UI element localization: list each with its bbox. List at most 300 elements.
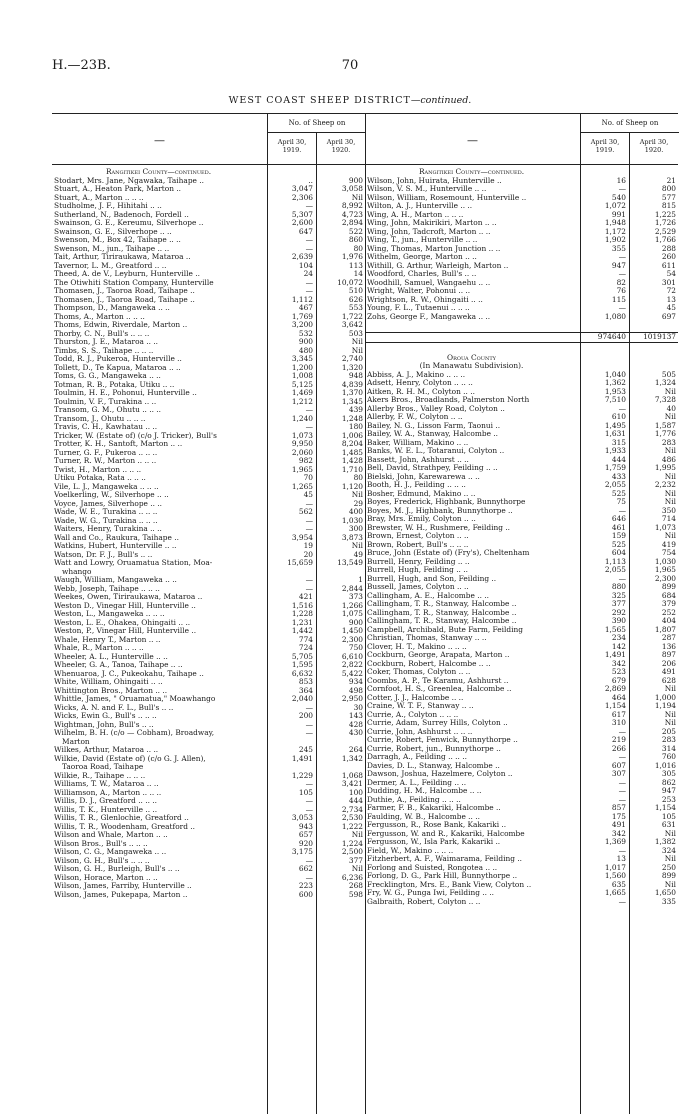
sheep-1919: 724: [298, 643, 313, 652]
sheep-1919: 433: [611, 471, 626, 481]
year-1919-header: April 30, 1919.: [267, 132, 316, 164]
sheep-1920: 29: [353, 498, 363, 508]
owner-name: Vile, L. J., Mangaweka .. .. ..: [54, 482, 159, 491]
sheep-1919: 607: [611, 760, 626, 770]
owner-name: Wade, W. E., Turakina .. .. ..: [54, 508, 158, 516]
sheep-1920: 1,222: [341, 821, 363, 831]
table-row: [52, 236, 365, 245]
sheep-1919: 159: [611, 531, 626, 540]
table-row: [365, 617, 678, 626]
sheep-1919: 82: [616, 277, 626, 287]
sheep-1919: 76: [616, 286, 626, 295]
sheep-1919: —: [618, 845, 626, 855]
sheep-1920: Nil: [664, 684, 676, 693]
sheep-1919: 635: [611, 879, 626, 889]
sheep-1920: 815: [661, 201, 676, 210]
sheep-1919: 1,112: [291, 294, 313, 304]
table-row: [52, 848, 365, 857]
sheep-1920: 1,587: [654, 420, 676, 430]
table-row: [52, 457, 365, 466]
owner-name: Baker, William, Makino .. ..: [367, 438, 469, 447]
sheep-1920: 205: [661, 726, 676, 736]
sheep-1919: —: [305, 728, 313, 737]
table-row-continuation: [52, 568, 365, 577]
name-column-header: —: [467, 134, 478, 147]
table-row: [52, 610, 365, 619]
sheep-1919: 310: [611, 718, 626, 727]
table-row: [52, 653, 365, 662]
owner-name: Wilton, A. J., Hunterville .. ..: [367, 202, 473, 210]
table-row: [365, 643, 678, 652]
owner-name: Callingham, T. R., Stanway, Halcombe ..: [367, 608, 517, 617]
owner-name: Adsett, Henry, Colyton .. .. ..: [367, 379, 473, 387]
table-row: [52, 678, 365, 687]
sheep-1920: 7,328: [654, 395, 676, 404]
sheep-1920: Nil: [351, 830, 363, 839]
owner-name: Craine, W. T. F., Stanway .. ..: [367, 702, 474, 710]
owner-name: Williams, T. W., Mataroa .. ..: [54, 780, 159, 788]
owner-name: Wing, John, Tadcroft, Marton .. ..: [367, 227, 491, 236]
table-row: [365, 498, 678, 507]
sheep-1920: 283: [661, 735, 676, 744]
sheep-1920: 1,324: [654, 378, 676, 387]
sheep-1919: —: [618, 252, 626, 261]
table-row: [365, 660, 678, 669]
owner-name: Thoms, Edwin, Riverdale, Marton ..: [54, 321, 188, 329]
table-row: [52, 780, 365, 789]
sheep-1919: 6,632: [291, 668, 313, 678]
table-row: [365, 422, 678, 431]
sheep-1920: 2,300: [654, 573, 676, 583]
sheep-1920: Nil: [351, 337, 363, 346]
table-row: [52, 194, 365, 203]
owner-name: Wing, T., jun., Hunterville .. ..: [367, 236, 478, 244]
table-row: [52, 806, 365, 815]
table-row: [365, 634, 678, 643]
sheep-1919: 600: [298, 889, 313, 899]
sheep-1920: Nil: [351, 490, 363, 499]
owner-name: Voyce, James, Silverhope .. ..: [54, 499, 163, 508]
sheep-1919: 1,172: [604, 226, 626, 236]
owner-name: Tricker, W. (Estate of) (c/o J. Tricker), Bull's: [54, 431, 217, 440]
sheep-1920: 419: [661, 539, 676, 549]
owner-name: Whittington Bros., Marton .. ..: [54, 686, 168, 695]
owner-name: Brown, Robert, Bull's .. .. ..: [367, 540, 469, 549]
owner-name: Trotter, K. H., Santoft, Marton .. ..: [54, 440, 183, 448]
owner-name: Totman, R. B., Potaka, Utiku .. ..: [54, 380, 175, 389]
sheep-1920: 45: [666, 303, 676, 312]
sheep-1920: 1,450: [341, 626, 363, 635]
table-row: [365, 864, 678, 873]
sheep-1920: 143: [348, 711, 363, 720]
table-row: [52, 593, 365, 602]
table-row: [365, 770, 678, 779]
sheep-1919: 355: [611, 243, 626, 253]
sheep-1919: 3,053: [291, 813, 313, 822]
table-row: [52, 789, 365, 798]
year-1920-header: April 30, 1920.: [316, 132, 365, 164]
sheep-1919: 1,631: [604, 429, 626, 438]
table-row: [365, 830, 678, 839]
table-row: [52, 576, 365, 585]
sheep-1920: 1,428: [341, 456, 363, 465]
owner-name: Bussell, James, Colyton .. ..: [367, 583, 469, 591]
owner-name: Bailey, N. G., Lisson Farm, Taonui ..: [367, 421, 501, 430]
sheep-1920: 377: [348, 855, 363, 865]
owner-name: Toms, G. G., Mangaweka .. ..: [54, 372, 161, 380]
owner-name: Wing, John, Makirikiri, Marton .. ..: [367, 219, 497, 227]
table-row: [52, 746, 365, 755]
sheep-1919: 532: [298, 328, 313, 338]
owner-name: whango: [62, 567, 92, 576]
sheep-1920: 1,120: [341, 481, 363, 491]
sheep-1919: 444: [611, 454, 626, 464]
sheep-1920: 1,266: [341, 600, 363, 610]
table-row: [52, 381, 365, 390]
left-column-header: [52, 114, 365, 165]
table-row: [365, 592, 678, 601]
table-row: [365, 838, 678, 847]
owner-name: Weston, L., Mangaweka .. .. ..: [54, 610, 165, 618]
table-row: [365, 575, 678, 584]
table-row: [365, 287, 678, 296]
sheep-1920: 1,726: [654, 218, 676, 227]
table-row: [365, 566, 678, 575]
sheep-1919: 75: [616, 497, 626, 506]
sheep-count-header: No. of Sheep on: [267, 114, 366, 133]
owner-name: Wilkie, David (Estate of) (c/o G. J. Allen),: [54, 754, 206, 763]
sheep-1920: 6,236: [341, 872, 363, 882]
sheep-1920: 684: [661, 590, 676, 600]
table-row: [365, 787, 678, 796]
owner-name: Cotter, J. J., Halcombe .. ..: [367, 693, 464, 702]
table-row: [365, 439, 678, 448]
sheep-1920: 897: [661, 650, 676, 659]
sheep-1919: 342: [611, 658, 626, 668]
table-row: [365, 898, 678, 907]
table-row: [52, 219, 365, 228]
sheep-1920: 287: [661, 633, 676, 642]
sheep-1920: Nil: [664, 446, 676, 455]
sheep-1920: 1,030: [654, 556, 676, 566]
table-row: [365, 821, 678, 830]
sheep-1919: 307: [611, 769, 626, 778]
sheep-1920: 1,154: [654, 803, 676, 812]
table-row: [52, 670, 365, 679]
owner-name: Tait, Arthur, Tiriraukawa, Mataroa ..: [54, 253, 191, 261]
sheep-1919: —: [305, 286, 313, 295]
sheep-1919: —: [618, 794, 626, 804]
owner-name: The Otiwhiti Station Company, Hunterville: [54, 278, 214, 287]
title-continued: —continued.: [410, 95, 472, 106]
sheep-1919: 24: [303, 269, 313, 278]
year-1920-header: April 30, 1920.: [629, 132, 678, 164]
owner-name: Thomasen, J., Taoroa Road, Taihape ..: [54, 287, 195, 295]
table-row: [365, 719, 678, 728]
sheep-1919: 421: [298, 592, 313, 601]
sheep-1919: 1,008: [291, 371, 313, 380]
owner-name: Allerby Bros., Valley Road, Colyton ..: [367, 404, 505, 413]
sheep-1919: 947: [611, 260, 626, 270]
table-row: [52, 695, 365, 704]
table-row: [365, 804, 678, 813]
sheep-1919: 1,229: [291, 770, 313, 780]
table-row: [365, 430, 678, 439]
table-row: [52, 355, 365, 364]
table-row: [52, 661, 365, 670]
owner-name: Cockburn, Robert, Halcombe .. ..: [367, 659, 491, 668]
sheep-1920: 40: [666, 403, 676, 413]
sheep-1920: 1,073: [654, 522, 676, 532]
sheep-1920: 250: [661, 862, 676, 872]
table-row: [365, 881, 678, 890]
table-row: [365, 236, 678, 245]
sheep-1920: 899: [661, 582, 676, 591]
owner-name: Waiters, Henry, Turakina .. ..: [54, 525, 162, 533]
owner-name: Weekes, Owen, Tiriraukawa, Mataroa ..: [54, 593, 203, 601]
sheep-1919: 1,265: [291, 481, 313, 491]
sheep-1920: 1,030: [341, 515, 363, 525]
table-row: [52, 508, 365, 517]
sheep-1919: —: [618, 752, 626, 761]
right-column: [365, 113, 678, 1114]
sheep-1919: 1,759: [604, 463, 626, 472]
table-row: [365, 855, 678, 864]
sheep-1920: 2,530: [341, 813, 363, 822]
sheep-1920: 14: [353, 269, 363, 278]
owner-name: Thompson, D., Mangaweka .. ..: [54, 304, 170, 312]
table-row: [52, 814, 365, 823]
sheep-1920: 631: [661, 820, 676, 829]
owner-name: Campbell, Archibald, Bute Farm, Feilding: [367, 625, 523, 634]
sheep-1920: Nil: [664, 828, 676, 838]
sheep-1920: Nil: [664, 718, 676, 727]
sheep-1920: 1,370: [341, 388, 363, 397]
sheep-1919: 3,175: [291, 847, 313, 856]
table-row: [52, 466, 365, 475]
sheep-1920: 2,529: [654, 226, 676, 236]
sheep-1919: 617: [611, 709, 626, 719]
sheep-1919: —: [618, 786, 626, 795]
total-row: [365, 332, 678, 344]
sheep-1919: 662: [298, 864, 313, 873]
sheep-1919: 1,073: [291, 430, 313, 440]
sheep-1920: 350: [661, 505, 676, 515]
owner-name: Abbiss, A. J., Makino .. .. ..: [367, 370, 466, 379]
owner-name: Boyes, Frederick, Highbank, Bunnythorpe: [367, 498, 526, 506]
sheep-1919: 1,953: [604, 386, 626, 396]
sheep-1920: 800: [661, 184, 676, 193]
owner-name: Boyes, M. J., Highbank, Bunnythorpe ..: [367, 506, 513, 515]
owner-name: Callingham, A. E., Halcombe .. ..: [367, 591, 490, 600]
sheep-1920: 947: [661, 786, 676, 795]
sheep-1920: 2,822: [341, 660, 363, 669]
sheep-1919: 900: [298, 337, 313, 346]
owner-name: Wheeler, G. A., Tanoa, Taihape .. ..: [54, 661, 183, 669]
sheep-1919: —: [305, 804, 313, 814]
section-heading: [365, 168, 678, 177]
sheep-1920: 491: [661, 667, 676, 676]
sheep-1919: 920: [298, 838, 313, 848]
sheep-1919: 266: [611, 743, 626, 753]
owner-name: Todd, R. J., Pukeroa, Hunterville ..: [54, 355, 182, 363]
table-row: [52, 551, 365, 560]
sheep-1920: 444: [348, 796, 363, 805]
owner-name: Aitken, R. H. M., Colyton .. ..: [367, 387, 475, 396]
table-row: [52, 270, 365, 279]
sheep-1920: 1,068: [341, 770, 363, 780]
sheep-1920: 1,766: [654, 235, 676, 244]
table-row: [52, 406, 365, 415]
sheep-1920: Nil: [664, 471, 676, 481]
sheep-1920: 1019137: [643, 331, 676, 341]
table-row: [365, 762, 678, 771]
sheep-1919: 1,495: [604, 420, 626, 430]
table-row: [52, 211, 365, 220]
table-row: [52, 840, 365, 849]
sheep-1920: 264: [348, 745, 363, 754]
sheep-1919: 1,369: [604, 837, 626, 846]
table-row: [52, 474, 365, 483]
sheep-1919: 7,510: [604, 395, 626, 404]
table-row: [365, 177, 678, 186]
sheep-1920: 13: [666, 294, 676, 304]
owner-name: Timbs, S. S., Taihape .. .. ..: [54, 346, 154, 355]
owner-name: Coker, Thomas, Colyton .. ..: [367, 668, 471, 676]
owner-name: Farmer, F. B., Kakariki, Halcombe ..: [367, 804, 501, 812]
owner-name: Marton: [62, 737, 90, 746]
sheep-1920: 1,710: [341, 464, 363, 474]
owner-name: Davies, D. L., Stanway, Halcombe ..: [367, 761, 500, 770]
sheep-1919: —: [305, 498, 313, 508]
owner-name: Wilhelm, B. H. (c/o — Cobham), Broadway,: [54, 729, 215, 737]
sheep-1919: —: [618, 896, 626, 906]
sheep-1919: 5,125: [291, 379, 313, 389]
owner-name: Voelkerling, W., Silverhope .. ..: [54, 491, 169, 499]
sheep-1919: 491: [611, 820, 626, 829]
sheep-1920: 49: [353, 549, 363, 559]
sheep-1920: 1,016: [654, 760, 676, 770]
table-row: [365, 202, 678, 211]
sheep-1920: 2,950: [341, 694, 363, 703]
owner-name: Banks, W. E. L., Totaranui, Colyton ..: [367, 447, 505, 455]
table-row: [365, 668, 678, 677]
sheep-1920: 3,642: [341, 320, 363, 329]
table-row: [52, 534, 365, 543]
table-row: [52, 185, 365, 194]
owner-name: Willis, T. K., Hunterville .. ..: [54, 805, 158, 814]
table-row: [52, 296, 365, 305]
sheep-1919: 20: [303, 549, 313, 559]
owner-name: Dawson, Joshua, Hazelmere, Colyton ..: [367, 770, 513, 778]
table-row: [52, 491, 365, 500]
table-row: [365, 677, 678, 686]
sheep-1920: 754: [661, 548, 676, 557]
owner-name: Zohs, George F., Mangaweka .. ..: [367, 312, 491, 321]
sheep-1920: 300: [348, 524, 363, 533]
sheep-1919: 45: [303, 490, 313, 499]
owner-name: Currie, John, Ashhurst .. .. ..: [367, 727, 473, 736]
sheep-1919: 5,705: [291, 651, 313, 661]
owner-name: Callingham, T. R., Stanway, Halcombe ..: [367, 617, 517, 625]
table-row: [365, 507, 678, 516]
table-row: [52, 687, 365, 696]
sheep-1920: 900: [348, 617, 363, 627]
table-row: [52, 636, 365, 645]
table-row: [52, 364, 365, 373]
sheep-1920: 260: [661, 252, 676, 261]
owner-name: Rangitikei County—continued.: [105, 168, 212, 176]
sheep-1919: —: [618, 184, 626, 193]
owner-name: Woodhill, Samuel, Wangaehu .. ..: [367, 278, 491, 287]
sheep-1919: 19: [303, 541, 313, 550]
sheep-1920: 1,006: [341, 430, 363, 440]
sheep-1919: 480: [298, 345, 313, 355]
sheep-1920: 598: [348, 889, 363, 899]
table-row: [365, 396, 678, 405]
table-row: [52, 559, 365, 568]
owner-name: Wilson, Horace, Marton .. ..: [54, 873, 158, 882]
sheep-1919: 2,639: [291, 252, 313, 261]
sheep-1920: 2,734: [341, 804, 363, 814]
owner-name: Williamson, A., Marton .. .. ..: [54, 788, 162, 797]
sheep-1919: 647: [298, 226, 313, 236]
table-row: [52, 449, 365, 458]
sheep-1920: 3,058: [341, 184, 363, 193]
owner-name: Fergusson, W. and R., Kakariki, Halcombe: [367, 829, 525, 838]
table-row: [365, 779, 678, 788]
owner-name: Twist, H., Marton .. .. ..: [54, 465, 142, 474]
table-row: [365, 313, 678, 322]
sheep-1919: —: [305, 583, 313, 593]
table-row: [52, 262, 365, 271]
sheep-1920: 1,995: [654, 463, 676, 472]
sheep-1919: 1,017: [604, 862, 626, 872]
sheep-1920: 21: [666, 175, 676, 185]
sheep-1920: 305: [661, 769, 676, 778]
sheep-1920: Nil: [351, 864, 363, 873]
owner-name: Toulmin, H. E., Pohonui, Hunterville ..: [54, 389, 197, 397]
sheep-1919: 464: [611, 692, 626, 702]
sheep-1920: 136: [661, 641, 676, 651]
sheep-1919: 1,442: [291, 626, 313, 635]
owner-name: Withill, G. Arthur, Warleigh, Marton ..: [367, 261, 509, 270]
owner-name: Utiku Potaka, Rata .. .. ..: [54, 474, 146, 482]
table-row: [365, 270, 678, 279]
sheep-1920: 2,300: [341, 634, 363, 644]
owner-name: Theed, A. de V., Leyburn, Hunterville ..: [54, 270, 200, 278]
table-row: [52, 313, 365, 322]
sheep-table: [52, 113, 678, 1113]
sheep-1920: 486: [661, 454, 676, 464]
sheep-1920: 335: [661, 896, 676, 906]
sheep-1919: 525: [611, 539, 626, 549]
sheep-1919: —: [305, 235, 313, 244]
owner-name: Forlong and Suisted, Rongotea .. ..: [367, 863, 498, 872]
sheep-1919: 974640: [597, 331, 626, 341]
sheep-1920: 3,873: [341, 532, 363, 542]
sheep-1920: 934: [348, 677, 363, 686]
table-row: [52, 372, 365, 381]
sheep-1919: 142: [611, 641, 626, 651]
sheep-1919: 2,600: [291, 218, 313, 227]
table-row: [52, 440, 365, 449]
sheep-1920: 253: [661, 794, 676, 804]
sheep-1920: 498: [348, 685, 363, 695]
owner-name: Sutherland, N., Badenoch, Fordell ..: [54, 210, 189, 219]
owner-name: (In Manawatu Subdivision).: [419, 362, 524, 370]
sheep-1919: 1,948: [604, 218, 626, 227]
